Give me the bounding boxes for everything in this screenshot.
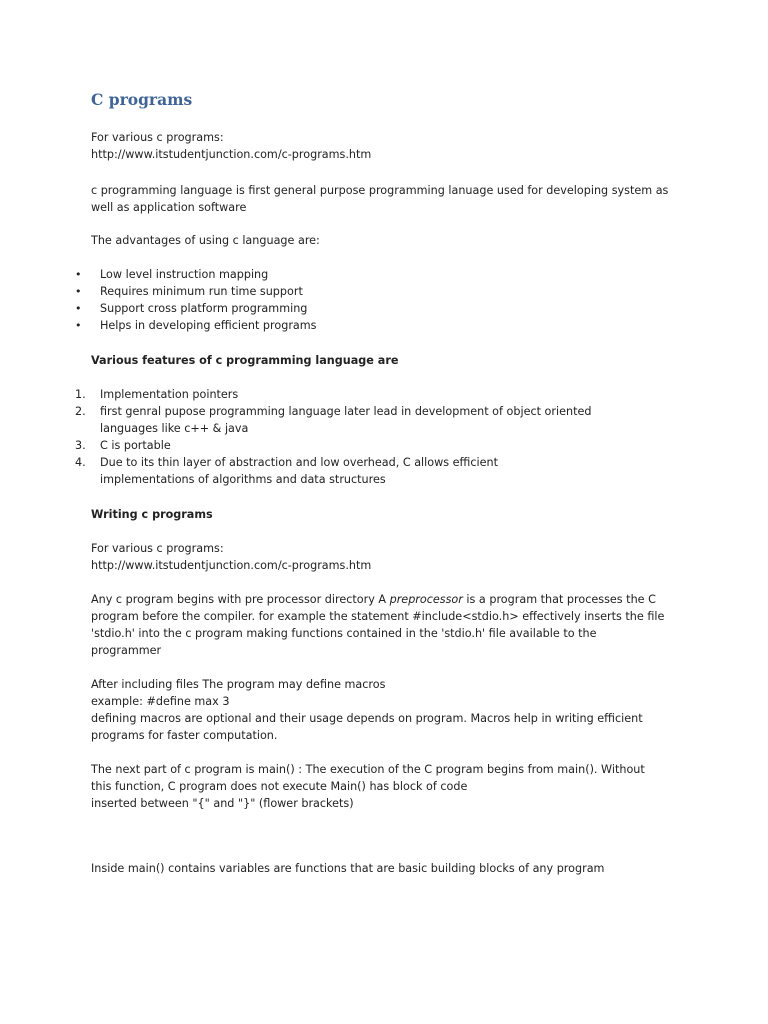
list-item-text: Support cross platform programming: [100, 302, 308, 315]
list-item: [0, 300, 768, 317]
main-line: this function, C program does not execute Main() has block of code: [91, 780, 468, 793]
features-list: [0, 386, 768, 488]
bullet-icon: •: [75, 302, 82, 315]
inside-main-line: Inside main() contains variables are functions that are basic building blocks of any program: [91, 862, 605, 875]
main-line: The next part of c program is main() : The execution of the C program begins from main(). Without: [91, 763, 645, 776]
list-number: 1.: [75, 388, 86, 401]
description-paragraph: [91, 182, 691, 216]
list-number: 4.: [75, 456, 86, 469]
advantages-list: [0, 266, 768, 334]
preprocessor-line: program before the compiler. for example the statement #include<stdio.h> effectively inserts the file: [91, 610, 665, 623]
main-line: inserted between "{" and "}" (flower brackets): [91, 797, 354, 810]
preprocessor-line: programmer: [91, 644, 162, 657]
description-line: well as application software: [91, 201, 247, 214]
advantages-intro: [91, 232, 691, 249]
intro-link[interactable]: http://www.itstudentjunction.com/c-programs.htm: [91, 148, 372, 161]
macros-example: example: #define max 3: [91, 695, 230, 708]
writing-intro-paragraph: [91, 540, 691, 574]
list-item-text: implementations of algorithms and data structures: [100, 473, 386, 486]
bullet-icon: •: [75, 268, 82, 281]
list-number: 3.: [75, 439, 86, 452]
preprocessor-line: 'stdio.h' into the c program making functions contained in the 'stdio.h' file available to the: [91, 627, 597, 640]
bullet-icon: •: [75, 319, 82, 332]
list-item-text: Due to its thin layer of abstraction and low overhead, C allows efficient: [100, 456, 498, 469]
preprocessor-line: [91, 591, 691, 608]
advantages-intro-text: The advantages of using c language are:: [91, 234, 320, 247]
list-item-text: Low level instruction mapping: [100, 268, 269, 281]
writing-intro-line: For various c programs:: [91, 542, 224, 555]
intro-paragraph: [91, 129, 691, 163]
list-item: [0, 403, 768, 437]
macros-paragraph: [91, 676, 691, 744]
list-item-text: Helps in developing efficient programs: [100, 319, 317, 332]
preprocessor-term: preprocessor: [389, 593, 463, 606]
list-item: [0, 317, 768, 334]
writing-intro-link[interactable]: http://www.itstudentjunction.com/c-programs.htm: [91, 559, 372, 572]
list-item-text: C is portable: [100, 439, 171, 452]
page-title: C programs: [91, 90, 193, 109]
list-item: [0, 454, 768, 488]
list-item: [0, 266, 768, 283]
main-paragraph: [91, 761, 691, 812]
writing-heading: Writing c programs: [91, 508, 213, 521]
list-item-text: languages like c++ & java: [100, 422, 249, 435]
macros-line: defining macros are optional and their usage depends on program. Macros help in writing efficient: [91, 712, 643, 725]
preprocessor-paragraph: [91, 591, 691, 659]
list-item: [0, 386, 768, 403]
list-number: 2.: [75, 405, 86, 418]
preprocessor-text: is a program that processes the C: [462, 593, 656, 606]
bullet-icon: •: [75, 285, 82, 298]
features-heading: Various features of c programming language are: [91, 354, 399, 367]
list-item: [0, 283, 768, 300]
macros-line: programs for faster computation.: [91, 729, 278, 742]
list-item-text: Requires minimum run time support: [100, 285, 303, 298]
intro-line: For various c programs:: [91, 131, 224, 144]
list-item-text: first genral pupose programming language later lead in development of object oriented: [100, 405, 592, 418]
description-line: c programming language is first general purpose programming lanuage used for developing system as: [91, 184, 669, 197]
inside-main-paragraph: [91, 860, 691, 877]
list-item: [0, 437, 768, 454]
preprocessor-text: Any c program begins with pre processor directory A: [91, 593, 390, 606]
macros-line: After including files The program may define macros: [91, 678, 386, 691]
list-item-text: Implementation pointers: [100, 388, 239, 401]
